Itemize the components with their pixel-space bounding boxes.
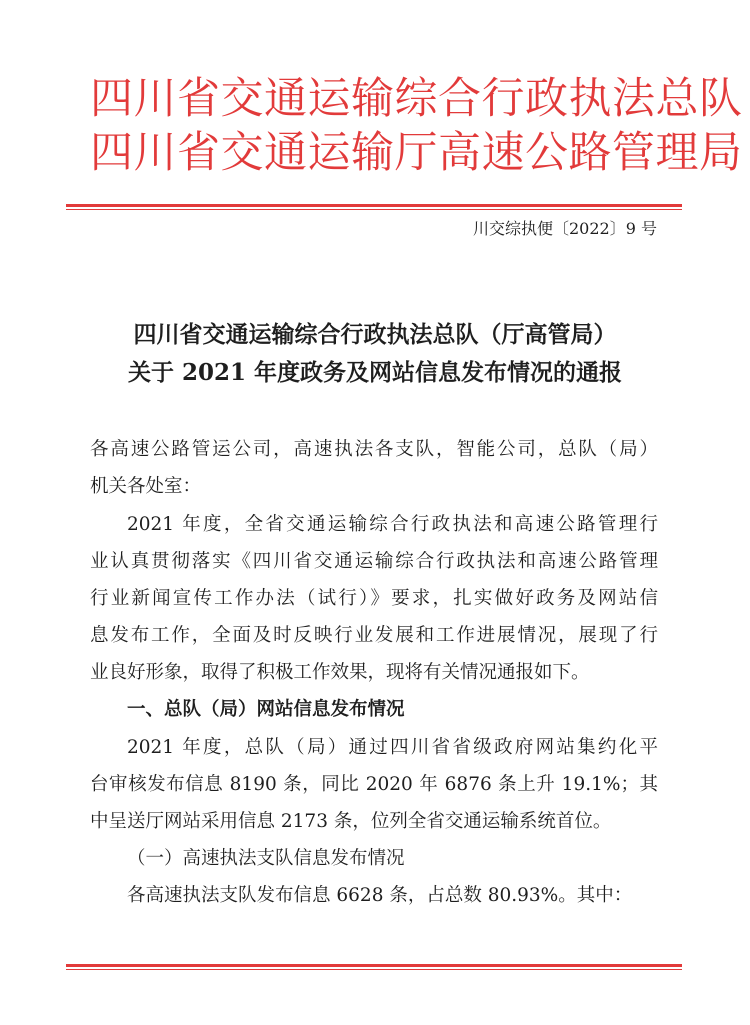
body-line: 行业新闻宣传工作办法（试行）》要求，扎实做好政务及网站信	[90, 588, 658, 609]
body-line: 2021 年度，总队（局）通过四川省省级政府网站集约化平	[127, 737, 658, 758]
body-line: 各高速执法支队发布信息 6628 条，占总数 80.93%。其中：	[127, 885, 633, 906]
body-line: 业良好形象，取得了积极工作效果，现将有关情况通报如下。	[90, 662, 590, 683]
document-number: 川交综执便〔2022〕9 号	[473, 219, 657, 238]
body-line: 各高速公路管运公司，高速执法各支队，智能公司，总队（局）	[90, 439, 658, 460]
document-title-line-1: 四川省交通运输综合行政执法总队（厅高管局）	[133, 321, 617, 348]
subsection-heading: （一）高速执法支队信息发布情况	[127, 848, 405, 869]
body-line: 机关各处室：	[90, 476, 202, 497]
letterhead-line-1: 四川省交通运输综合行政执法总队	[90, 74, 743, 124]
body-line: 息发布工作，全面及时反映行业发展和工作进展情况，展现了行	[90, 625, 658, 646]
body-line: 2021 年度，全省交通运输综合行政执法和高速公路管理行	[127, 514, 658, 535]
section-heading: 一、总队（局）网站信息发布情况	[127, 699, 405, 720]
body-line: 中呈送厅网站采用信息 2173 条，位列全省交通运输系统首位。	[90, 811, 612, 832]
red-divider-top-thin	[66, 209, 682, 210]
red-divider-bottom	[66, 964, 682, 967]
document-title-line-2: 关于 2021 年度政务及网站信息发布情况的通报	[127, 359, 623, 386]
red-divider-top	[66, 204, 682, 207]
body-line: 台审核发布信息 8190 条，同比 2020 年 6876 条上升 19.1%；其	[90, 774, 658, 795]
red-divider-bottom-thin	[66, 969, 682, 970]
body-line: 业认真贯彻落实《四川省交通运输综合行政执法和高速公路管理	[90, 551, 658, 572]
letterhead-line-2: 四川省交通运输厅高速公路管理局	[90, 128, 743, 178]
